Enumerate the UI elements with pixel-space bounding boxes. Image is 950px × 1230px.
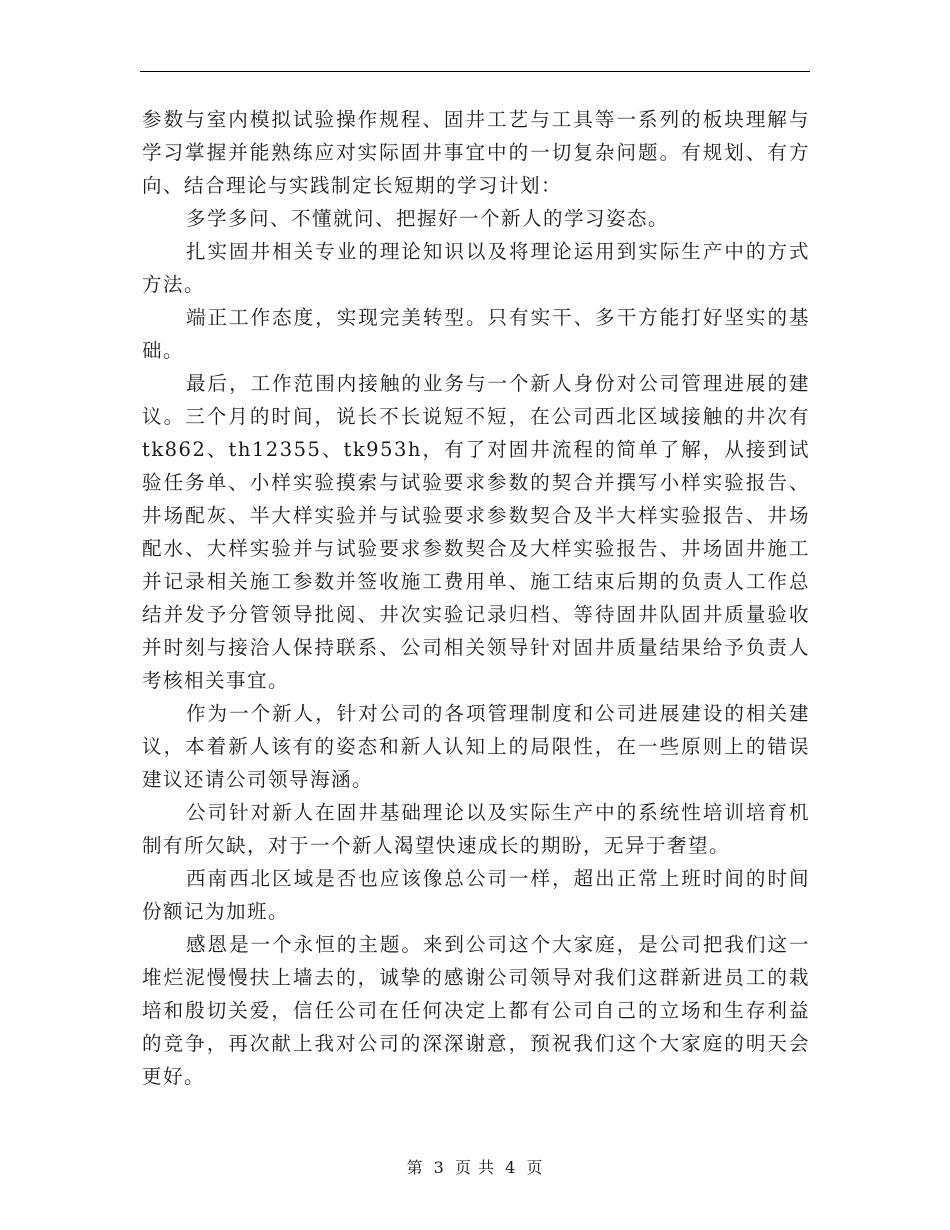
footer-current-page: 3 — [433, 1158, 445, 1177]
paragraph-6: 作为一个新人，针对公司的各项管理制度和公司进展建设的相关建议，本着新人该有的姿态和新人认知上的局限性，在一些原则上的错误建议还请公司领导海涵。 — [142, 702, 810, 791]
document-body — [142, 103, 810, 1093]
paragraph-3: 扎实固井相关专业的理论知识以及将理论运用到实际生产中的方式方法。 — [142, 240, 810, 296]
footer-middle: 页 共 — [454, 1158, 496, 1177]
paragraph-7: 公司针对新人在固井基础理论以及实际生产中的系统性培训培育机制有所欠缺，对于一个新人渴望快速成长的期盼，无异于奢望。 — [142, 801, 810, 857]
paragraph-4: 端正工作态度，实现完美转型。只有实干、多干方能打好坚实的基础。 — [142, 306, 810, 362]
header-rule — [140, 71, 810, 72]
footer-suffix: 页 — [526, 1158, 544, 1177]
paragraph-8: 西南西北区域是否也应该像总公司一样，超出正常上班时间的时间份额记为加班。 — [142, 867, 810, 923]
paragraph-9: 感恩是一个永恒的主题。来到公司这个大家庭，是公司把我们这一堆烂泥慢慢扶上墙去的，诚挚的感谢公司领导对我们这群新进员工的栽培和殷切关爱，信任公司在任何决定上都有公司自己的立场和生存利益的竞争，再次献上我对公司的深深谢意，预祝我们这个大家庭的明天会更好。 — [142, 933, 810, 1088]
paragraph-1: 参数与室内模拟试验操作规程、固井工艺与工具等一系列的板块理解与学习掌握并能熟练应对实际固井事宜中的一切复杂问题。有规划、有方向、结合理论与实践制定长短期的学习计划： — [142, 108, 810, 197]
paragraph-5: 最后，工作范围内接触的业务与一个新人身份对公司管理进展的建议。三个月的时间，说长不长说短不短，在公司西北区域接触的井次有 tk862、th12355、tk953h，有了对固井流程的简单了解，从接到试验任务单、小样实验摸索与试验要求参数的契合并撰写小样实验报告、井场配灰、半大样实验并与试验要求参数契合及半大样实验报告、井场配水、大样实验并与试验要求参数契合及大样实验报告、井场固井施工并记录相关施工参数并签收施工费用单、施工结束后期的负责人工作总结并发予分管领导批阅、井次实验记录归档、等待固井队固井质量验收并时刻与接洽人保持联系、公司相关领导针对固井质量结果给予负责人考核相关事宜。 — [142, 372, 810, 692]
page-footer — [0, 1155, 950, 1178]
footer-prefix: 第 — [406, 1158, 424, 1177]
footer-total-pages: 4 — [505, 1158, 517, 1177]
paragraph-2: 多学多问、不懂就问、把握好一个新人的学习姿态。 — [186, 207, 670, 230]
